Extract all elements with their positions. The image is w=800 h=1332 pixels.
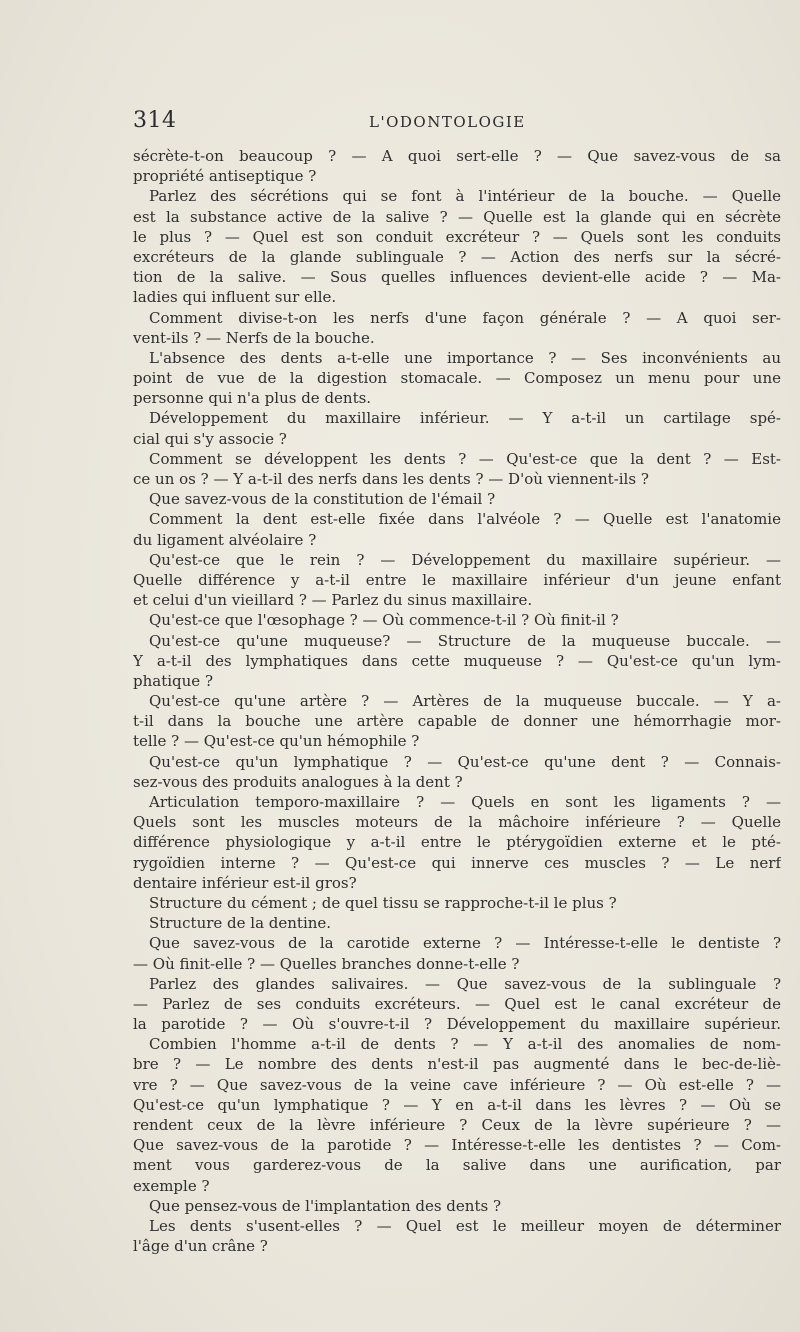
text-line: Y a-t-il des lymphatiques dans cette muqueuse ? — Qu'est-ce qu'un lym- (133, 651, 781, 670)
text-line: Qu'est-ce qu'un lymphatique ? — Qu'est-ce qu'une dent ? — Connais- (149, 752, 781, 771)
text-line: telle ? — Qu'est-ce qu'un hémophile ? (133, 732, 420, 751)
page-number: 314 (133, 108, 177, 133)
text-line: Structure du cément ; de quel tissu se rapproche-t-il le plus ? (149, 893, 617, 912)
text-line: Qu'est-ce que l'œsophage ? — Où commence-t-il ? Où finit-il ? (149, 611, 619, 630)
text-line: différence physiologique y a-t-il entre le ptérygoïdien externe et le pté- (133, 833, 781, 852)
text-line: vre ? — Que savez-vous de la veine cave inférieure ? — Où est-elle ? — (133, 1075, 781, 1094)
body-text (133, 146, 781, 1256)
text-line: ce un os ? — Y a-t-il des nerfs dans les dents ? — D'où viennent-ils ? (133, 470, 649, 488)
text-line: Qu'est-ce qu'une muqueuse? — Structure de la muqueuse buccale. — (149, 631, 781, 650)
text-line: Comment se développent les dents ? — Qu'est-ce que la dent ? — Est- (149, 449, 781, 468)
text-line: ladies qui influent sur elle. (133, 288, 337, 307)
text-line: Parlez des glandes salivaires. — Que savez-vous de la sublinguale ? (149, 974, 781, 993)
text-line: Qu'est-ce que le rein ? — Développement du maxillaire supérieur. — (149, 550, 781, 569)
text-line: Articulation temporo-maxillaire ? — Quels en sont les ligaments ? — (149, 793, 781, 811)
text-line: Que savez-vous de la constitution de l'émail ? (149, 490, 496, 509)
text-line: — Parlez de ses conduits excréteurs. — Quel est le canal excréteur de (133, 994, 781, 1013)
text-line: Les dents s'usent-elles ? — Quel est le meilleur moyen de déterminer (149, 1216, 781, 1235)
text-line: dentaire inférieur est-il gros? (133, 873, 357, 892)
text-line: cial qui s'y associe ? (133, 429, 287, 448)
text-line: Que savez-vous de la carotide externe ? — Intéresse-t-elle le dentiste ? (149, 934, 781, 953)
text-line: t-il dans la bouche une artère capable de donner une hémorrhagie mor- (133, 712, 781, 731)
text-line: le plus ? — Quel est son conduit excréteur ? — Quels sont les conduits (133, 227, 781, 246)
text-line: Parlez des sécrétions qui se font à l'intérieur de la bouche. — Quelle (149, 187, 781, 206)
text-line: l'âge d'un crâne ? (133, 1237, 268, 1256)
text-line: sez-vous des produits analogues à la dent ? (133, 772, 463, 791)
text-line: et celui d'un vieillard ? — Parlez du sinus maxillaire. (133, 591, 533, 610)
text-line: Structure de la dentine. (149, 914, 332, 933)
text-line: bre ? — Le nombre des dents n'est-il pas augmenté dans le bec-de-liè- (133, 1055, 781, 1074)
text-line: — Où finit-elle ? — Quelles branches donne-t-elle ? (133, 954, 520, 973)
text-line: Combien l'homme a-t-il de dents ? — Y a-t-il des anomalies de nom- (149, 1035, 781, 1054)
text-line: propriété antiseptique ? (133, 167, 317, 186)
text-line: excréteurs de la glande sublinguale ? — Action des nerfs sur la sécré- (133, 247, 781, 266)
text-line: la parotide ? — Où s'ouvre-t-il ? Développement du maxillaire supérieur. (133, 1015, 781, 1034)
text-line: Qu'est-ce qu'une artère ? — Artères de la muqueuse buccale. — Y a- (149, 692, 781, 711)
text-line: est la substance active de la salive ? — Quelle est la glande qui en sécrète (133, 207, 781, 226)
text-line: vent-ils ? — Nerfs de la bouche. (133, 328, 375, 347)
text-line: tion de la salive. — Sous quelles influences devient-elle acide ? — Ma- (133, 268, 781, 287)
text-line: Qu'est-ce qu'un lymphatique ? — Y en a-t-il dans les lèvres ? — Où se (133, 1095, 781, 1114)
text-line: ment vous garderez-vous de la salive dans une aurification, par (133, 1156, 781, 1175)
running-title: L'ODONTOLOGIE (369, 113, 526, 131)
text-line: du ligament alvéolaire ? (133, 530, 317, 549)
text-line: Que savez-vous de la parotide ? — Intéresse-t-elle les dentistes ? — Com- (133, 1136, 781, 1155)
text-line: Comment divise-t-on les nerfs d'une façon générale ? — A quoi ser- (149, 308, 781, 327)
text-line: point de vue de la digestion stomacale. — Composez un menu pour une (133, 369, 781, 388)
page-header (133, 108, 778, 136)
text-line: rendent ceux de la lèvre inférieure ? Ceux de la lèvre supérieure ? — (133, 1116, 781, 1134)
text-line: rygoïdien interne ? — Qu'est-ce qui innerve ces muscles ? — Le nerf (133, 853, 781, 872)
text-line: exemple ? (133, 1176, 210, 1195)
text-line: Développement du maxillaire inférieur. — Y a-t-il un cartilage spé- (149, 409, 781, 428)
text-line: Comment la dent est-elle fixée dans l'alvéole ? — Quelle est l'anatomie (149, 510, 781, 529)
text-line: sécrète-t-on beaucoup ? — A quoi sert-elle ? — Que savez-vous de sa (133, 147, 781, 165)
text-line: Que pensez-vous de l'implantation des dents ? (149, 1196, 501, 1215)
text-line: Quelle différence y a-t-il entre le maxillaire inférieur d'un jeune enfant (133, 570, 781, 589)
text-line: personne qui n'a plus de dents. (133, 389, 372, 408)
text-line: phatique ? (133, 671, 213, 690)
text-line: L'absence des dents a-t-elle une importance ? — Ses inconvénients au (149, 348, 781, 367)
text-line: Quels sont les muscles moteurs de la mâchoire inférieure ? — Quelle (133, 813, 781, 832)
